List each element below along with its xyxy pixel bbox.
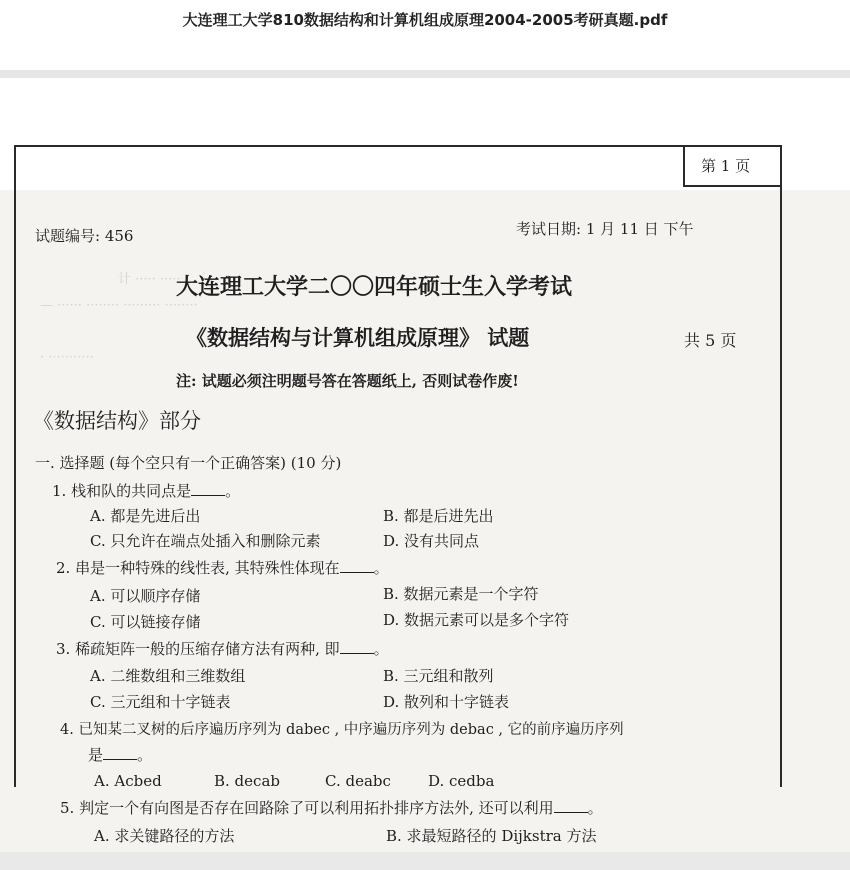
question-1 [52,480,240,501]
exam-subtitle: 《数据结构与计算机组成原理》 试题 [186,325,530,350]
option: A. 都是先进后出 [90,507,201,525]
bleed-through-text: · ··········· [40,350,94,365]
option: D. cedba [428,772,495,790]
section-heading: 《数据结构》部分 [33,409,201,433]
page-number: 第 1 页 [701,157,751,175]
viewer-footer [0,852,850,870]
option: B. 数据元素是一个字符 [383,585,539,603]
answer-blank [340,641,374,654]
option: D. 没有共同点 [383,532,480,550]
option: B. decab [214,772,280,790]
option: C. 三元组和十字链表 [90,693,231,711]
option: A. 二维数组和三维数组 [90,667,246,685]
question-suffix: 。 [587,799,603,817]
answer-blank [103,747,137,760]
file-title: 大连理工大学810数据结构和计算机组成原理2004-2005考研真题.pdf [182,11,668,29]
question-suffix: 。 [225,482,241,500]
option: A. 求关键路径的方法 [94,827,235,845]
question-stem: 1. 栈和队的共同点是 [52,482,192,500]
question-suffix: 。 [137,746,153,764]
part-heading: 一. 选择题 (每个空只有一个正确答案) (10 分) [35,454,342,472]
exam-notice: 注: 试题必须注明题号答在答题纸上, 否则试卷作废! [176,372,519,390]
question-3 [56,638,389,659]
answer-blank [191,483,225,496]
option: C. deabc [325,772,391,790]
exam-date: 考试日期: 1 月 11 日 下午 [516,220,694,238]
question-5 [60,797,603,818]
option: B. 求最短路径的 Dijkstra 方法 [386,827,597,845]
exam-title: 大连理工大学二〇〇四年硕士生入学考试 [176,274,573,300]
question-stem: 3. 稀疏矩阵一般的压缩存储方法有两种, 即 [56,640,340,658]
option: A. Acbed [94,772,162,790]
option: C. 只允许在端点处插入和删除元素 [90,532,321,550]
bleed-through-text: 计 ····· ····· [118,272,181,287]
page-box [683,145,780,187]
exam-code: 试题编号: 456 [35,227,134,245]
answer-blank [340,560,374,573]
question-4-continued [88,744,152,765]
option: B. 都是后进先出 [383,507,494,525]
question-suffix: 。 [373,640,389,658]
option: A. 可以顺序存储 [90,587,201,605]
total-pages: 共 5 页 [684,331,737,350]
header-divider [0,70,850,78]
question-2 [56,557,389,578]
option: D. 散列和十字链表 [383,693,510,711]
question-stem: 5. 判定一个有向图是否存在回路除了可以利用拓扑排序方法外, 还可以利用 [60,799,554,817]
bleed-through-text: — ······ ········ ········· ········ [40,298,198,313]
option: C. 可以链接存储 [90,613,201,631]
question-4: 4. 已知某二叉树的后序遍历序列为 dabec , 中序遍历序列为 debac , 它的前序遍历序列 [60,722,624,738]
question-stem: 是 [88,746,104,764]
question-stem: 2. 串是一种特殊的线性表, 其特殊性体现在 [56,559,340,577]
answer-blank [554,800,588,813]
viewer-header [0,0,850,70]
option: B. 三元组和散列 [383,667,494,685]
question-suffix: 。 [373,559,389,577]
option: D. 数据元素可以是多个字符 [383,611,570,629]
